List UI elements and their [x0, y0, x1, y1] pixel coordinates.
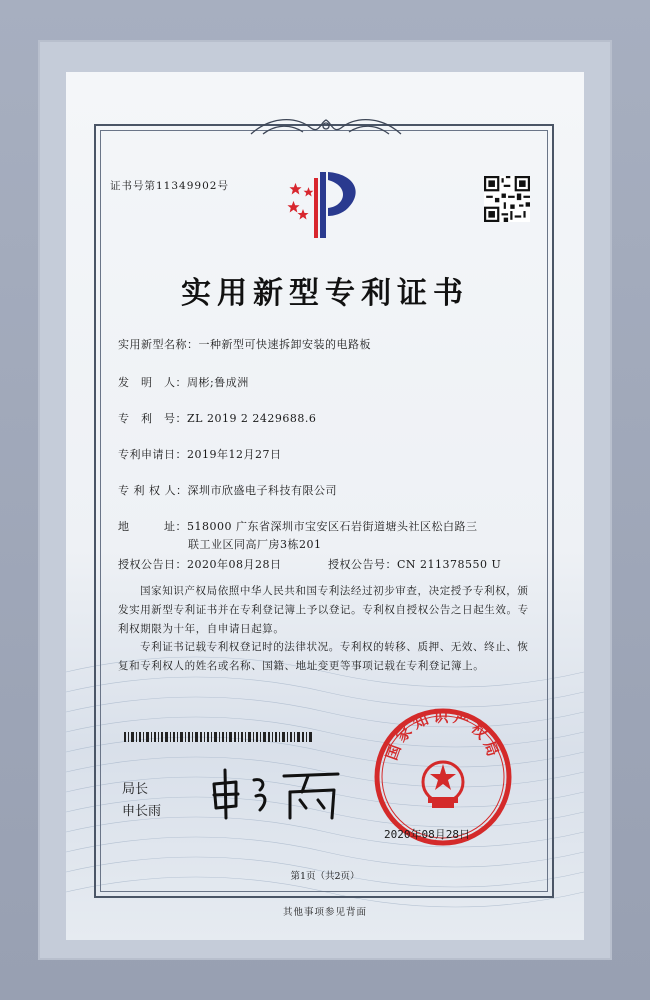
field-patentee	[118, 482, 337, 498]
certificate-number: 证书号第11349902号	[110, 180, 229, 192]
footnote: 其他事项参见背面	[282, 907, 367, 918]
field-label: 地 址：	[118, 520, 187, 533]
field-inventor	[118, 374, 249, 390]
field-value: CN 211378550 U	[397, 558, 502, 571]
field-value: 518000 广东省深圳市宝安区石岩街道塘头社区松白路三	[187, 520, 478, 533]
field-utility-model-name	[118, 336, 371, 352]
top-ornament-icon	[241, 112, 411, 140]
field-label: 实用新型名称：	[118, 338, 199, 351]
qr-code-icon	[484, 176, 530, 222]
signature-name: 申长雨	[122, 804, 162, 819]
svg-text:国家知识产权局: 国家知识产权局	[382, 707, 504, 763]
seal-date: 2020年08月28日	[384, 828, 470, 841]
field-value: 2020年08月28日	[187, 558, 282, 571]
field-address-line2: 联工业区同高厂房3栋201	[188, 538, 322, 551]
field-value: 2019年12月27日	[187, 448, 282, 461]
paragraph-legal-status: 专利证书记载专利权登记时的法律状况。专利权的转移、质押、无效、终止、恢复和专利权人的姓名或名称、国籍、地址变更等事项记载在专利登记簿上。	[118, 641, 529, 672]
field-grant-no	[328, 556, 501, 572]
handwritten-signature	[206, 762, 346, 822]
barcode-icon	[124, 732, 312, 742]
field-patent-no	[118, 410, 316, 426]
page-number: 第1页（共2页）	[290, 871, 360, 882]
field-value: 周彬;鲁成洲	[187, 376, 249, 389]
field-value: ZL 2019 2 2429688.6	[187, 412, 317, 425]
certificate-title: 实用新型专利证书	[181, 276, 469, 311]
patent-office-logo-icon	[284, 168, 368, 242]
field-value: 一种新型可快速拆卸安装的电路板	[198, 338, 371, 351]
field-filing-date	[118, 446, 282, 462]
field-label: 授权公告日：	[118, 558, 187, 571]
field-label: 专 利 权 人：	[118, 484, 188, 497]
paragraph-decision: 国家知识产权局依照中华人民共和国专利法经过初步审查，决定授予专利权，颁发实用新型专利证书并在专利登记簿上予以登记。专利权自授权公告之日起生效。专利权期限为十年，自申请日起算。	[118, 585, 529, 635]
signature-title: 局长	[122, 782, 149, 797]
field-label: 专利申请日：	[118, 448, 187, 461]
field-value: 深圳市欣盛电子科技有限公司	[187, 484, 337, 497]
field-grant-date	[118, 556, 282, 572]
field-label: 发 明 人：	[118, 376, 187, 389]
field-label: 专 利 号：	[118, 412, 187, 425]
field-label: 授权公告号：	[328, 558, 397, 571]
field-address	[118, 518, 478, 534]
certificate-paper	[66, 72, 584, 940]
